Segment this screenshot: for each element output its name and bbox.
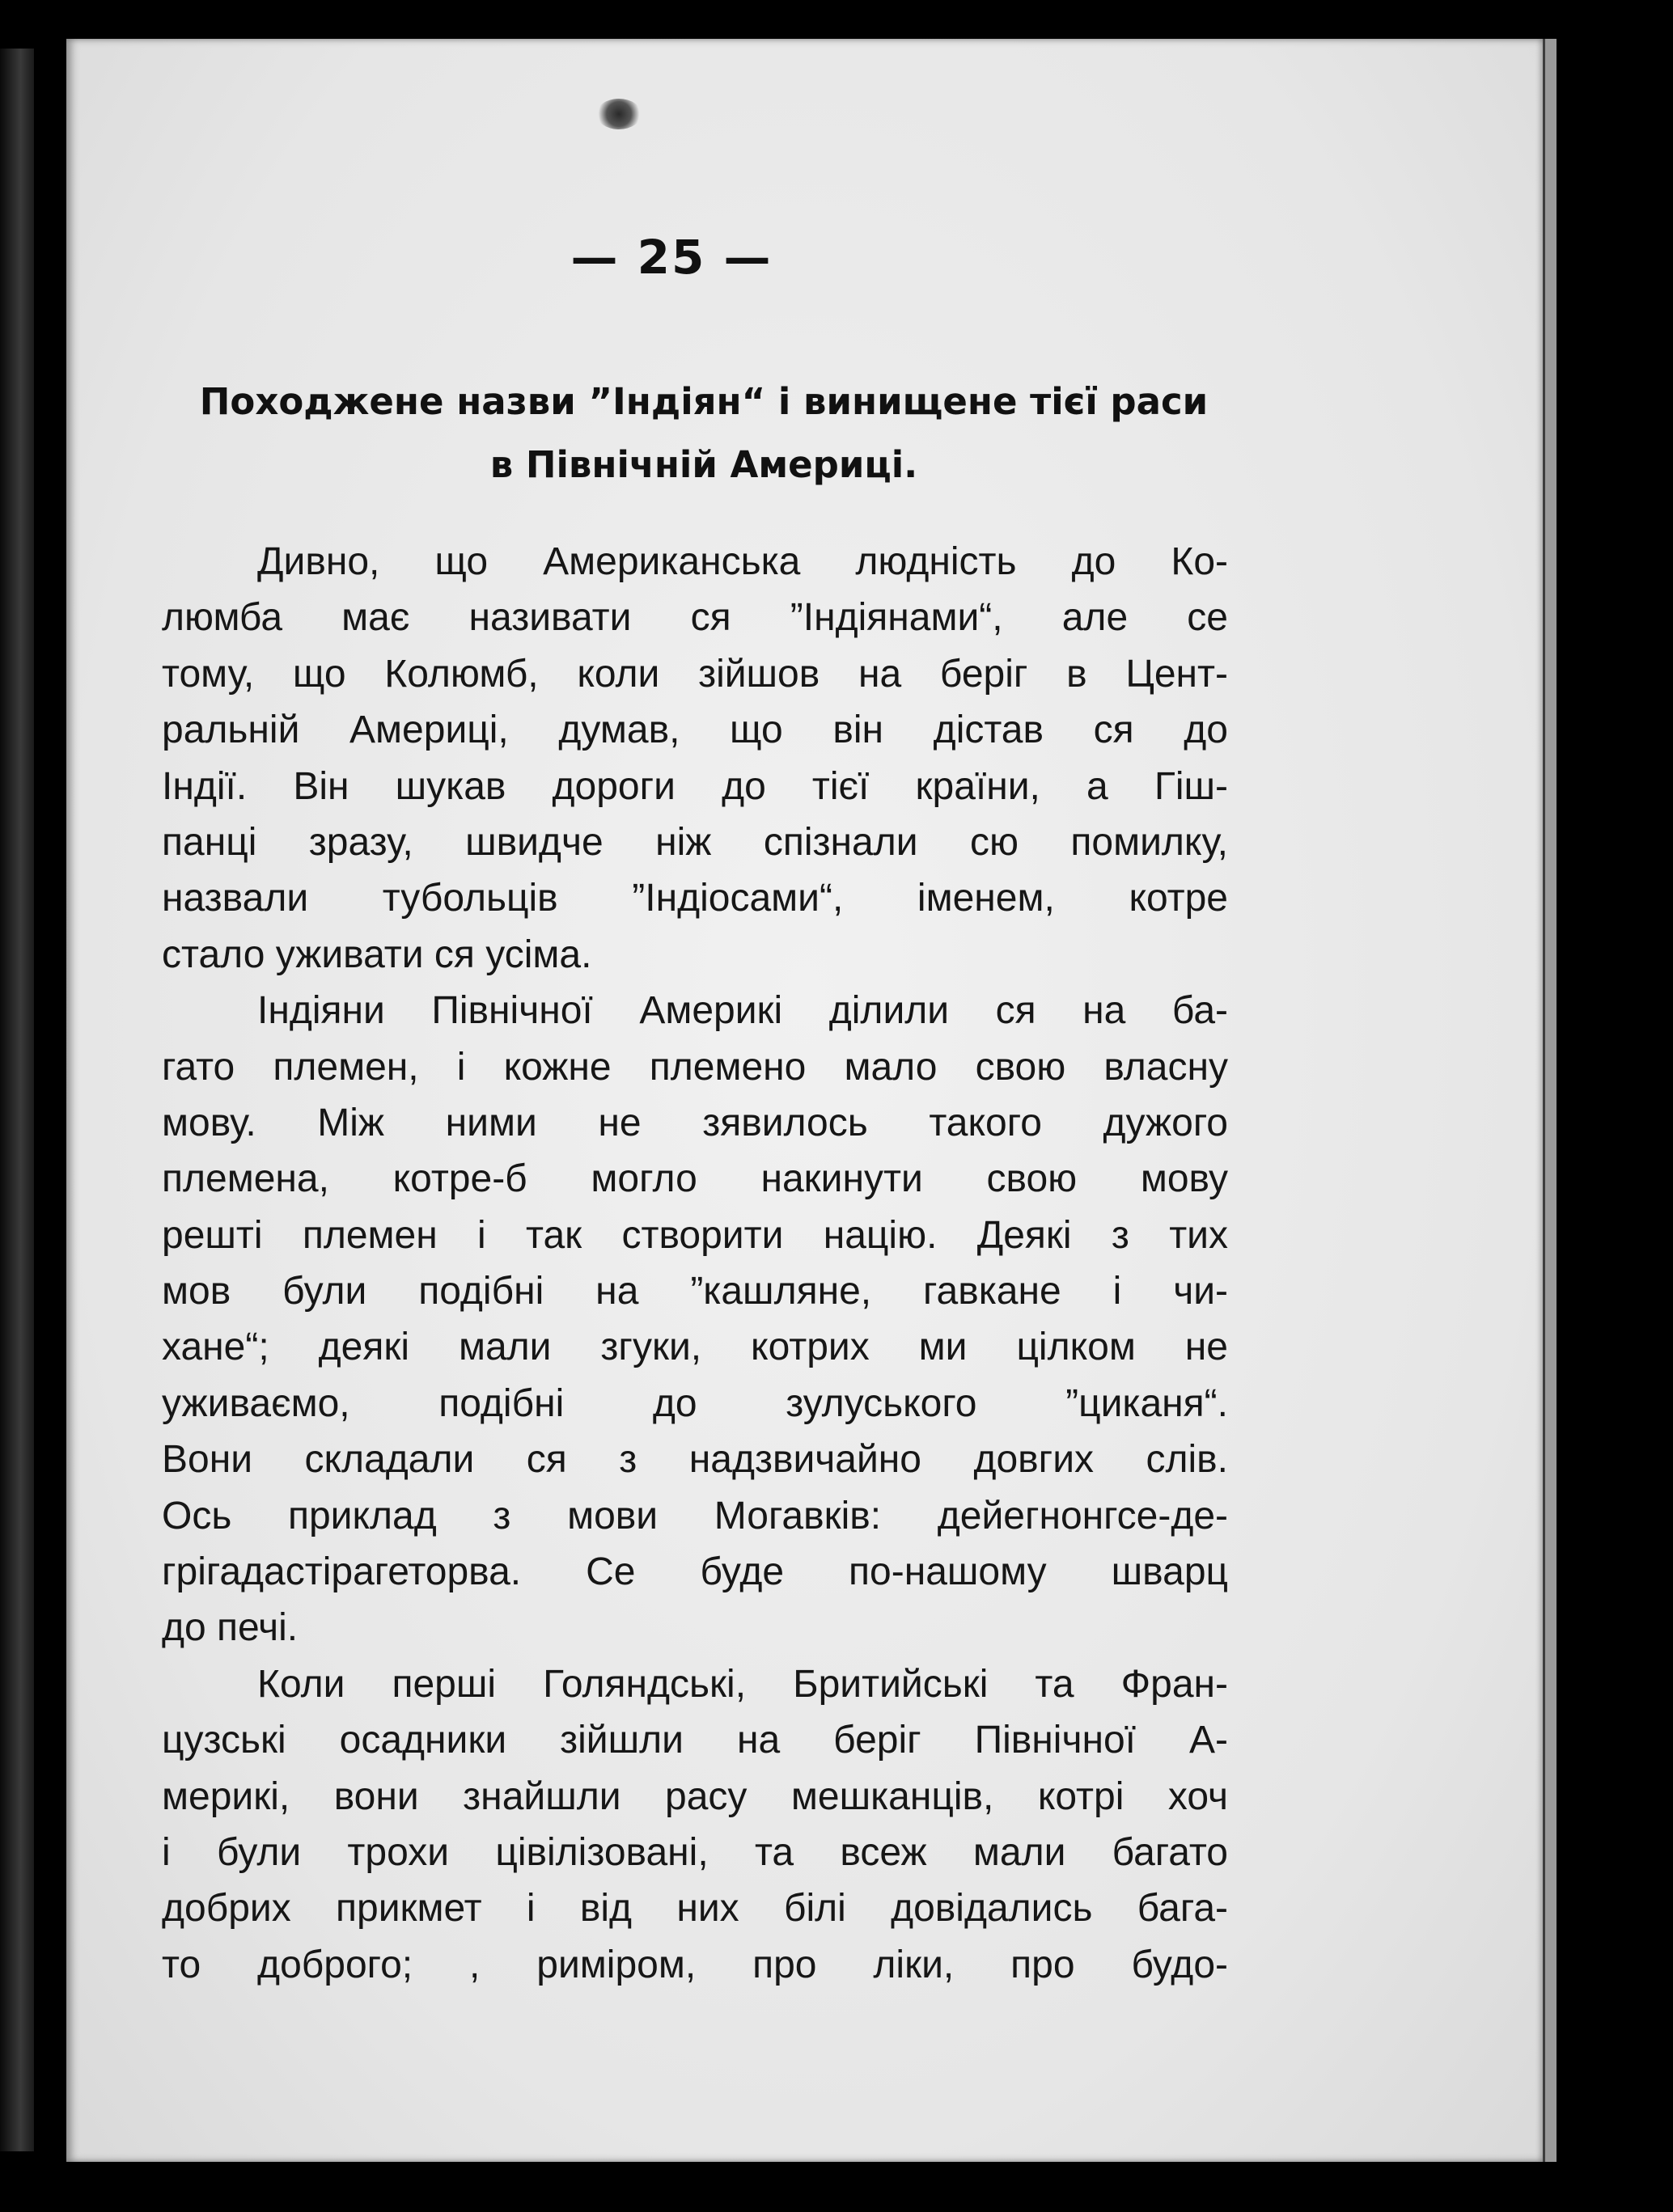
text-line: уживаємо, подібні до зулуського ”циканя“. (162, 1381, 1228, 1425)
text-line: то доброго; , риміром, про ліки, про будо- (162, 1943, 1228, 1986)
heading-line: в Північній Америці. (489, 443, 918, 486)
text-line: до печі. (162, 1606, 299, 1650)
text-line: добрих прикмет і від них білі довідались бага- (162, 1887, 1228, 1931)
body-text (162, 534, 1228, 1993)
text-line: тому, що Колюмб, коли зійшов на беріг в Цент- (162, 652, 1228, 696)
text-line: племена, котре-б могло накинути свою мову (162, 1157, 1228, 1201)
heading-line: Походжене назви ”Індіян“ і винищене тієї раси (199, 380, 1209, 423)
text-line: назвали тубольців ”Індіосами“, іменем, котре (162, 877, 1228, 920)
text-line: грігадастірагеторва. Се буде по-нашому шварц (162, 1550, 1228, 1594)
text-line: стало уживати ся усіма. (162, 933, 592, 976)
text-line: мову. Між ними не зявилось такого дужого (162, 1101, 1228, 1144)
page-right-edge (1543, 39, 1557, 2162)
text-line: Ось приклад з мови Могавків: дейегнонгсе-де- (162, 1494, 1228, 1537)
text-line: Індіяни Північної Америкі ділили ся на ба- (257, 989, 1228, 1033)
text-line: мерикі, вони знайшли расу мешканців, котрі хоч (162, 1774, 1228, 1818)
text-line: решті племен і так створити націю. Деякі з тих (162, 1213, 1228, 1257)
text-line: і були трохи цівілізовані, та всеж мали багато (162, 1830, 1228, 1874)
text-line: мов були подібні на ”кашляне, гавкане і чи- (162, 1270, 1228, 1313)
text-line: люмба має називати ся ”Індіянами“, але се (162, 596, 1228, 640)
ink-blot (596, 99, 642, 129)
chapter-heading (154, 370, 1254, 497)
text-line: Вони складали ся з надзвичайно довгих слів. (162, 1438, 1228, 1482)
text-line: ральній Америці, думав, що він дістав ся до (162, 708, 1228, 752)
text-line: панці зразу, швидче ніж спізнали сю помилку, (162, 820, 1228, 864)
text-line: Індії. Він шукав дороги до тієї країни, а Гіш- (162, 764, 1228, 808)
text-line: хане“; деякі мали згуки, котрих ми цілком не (162, 1326, 1228, 1369)
adjacent-page-edge (0, 49, 34, 2151)
text-line: цузські осадники зійшли на беріг Північної А- (162, 1719, 1228, 1762)
text-line: гато племен, і кожне племено мало свою власну (162, 1045, 1228, 1089)
page-number: — 25 — (570, 230, 773, 285)
text-line: Коли перші Голяндські, Бритийські та Фран- (257, 1662, 1228, 1706)
text-line: Дивно, що Американська людність до Ко- (257, 540, 1228, 583)
